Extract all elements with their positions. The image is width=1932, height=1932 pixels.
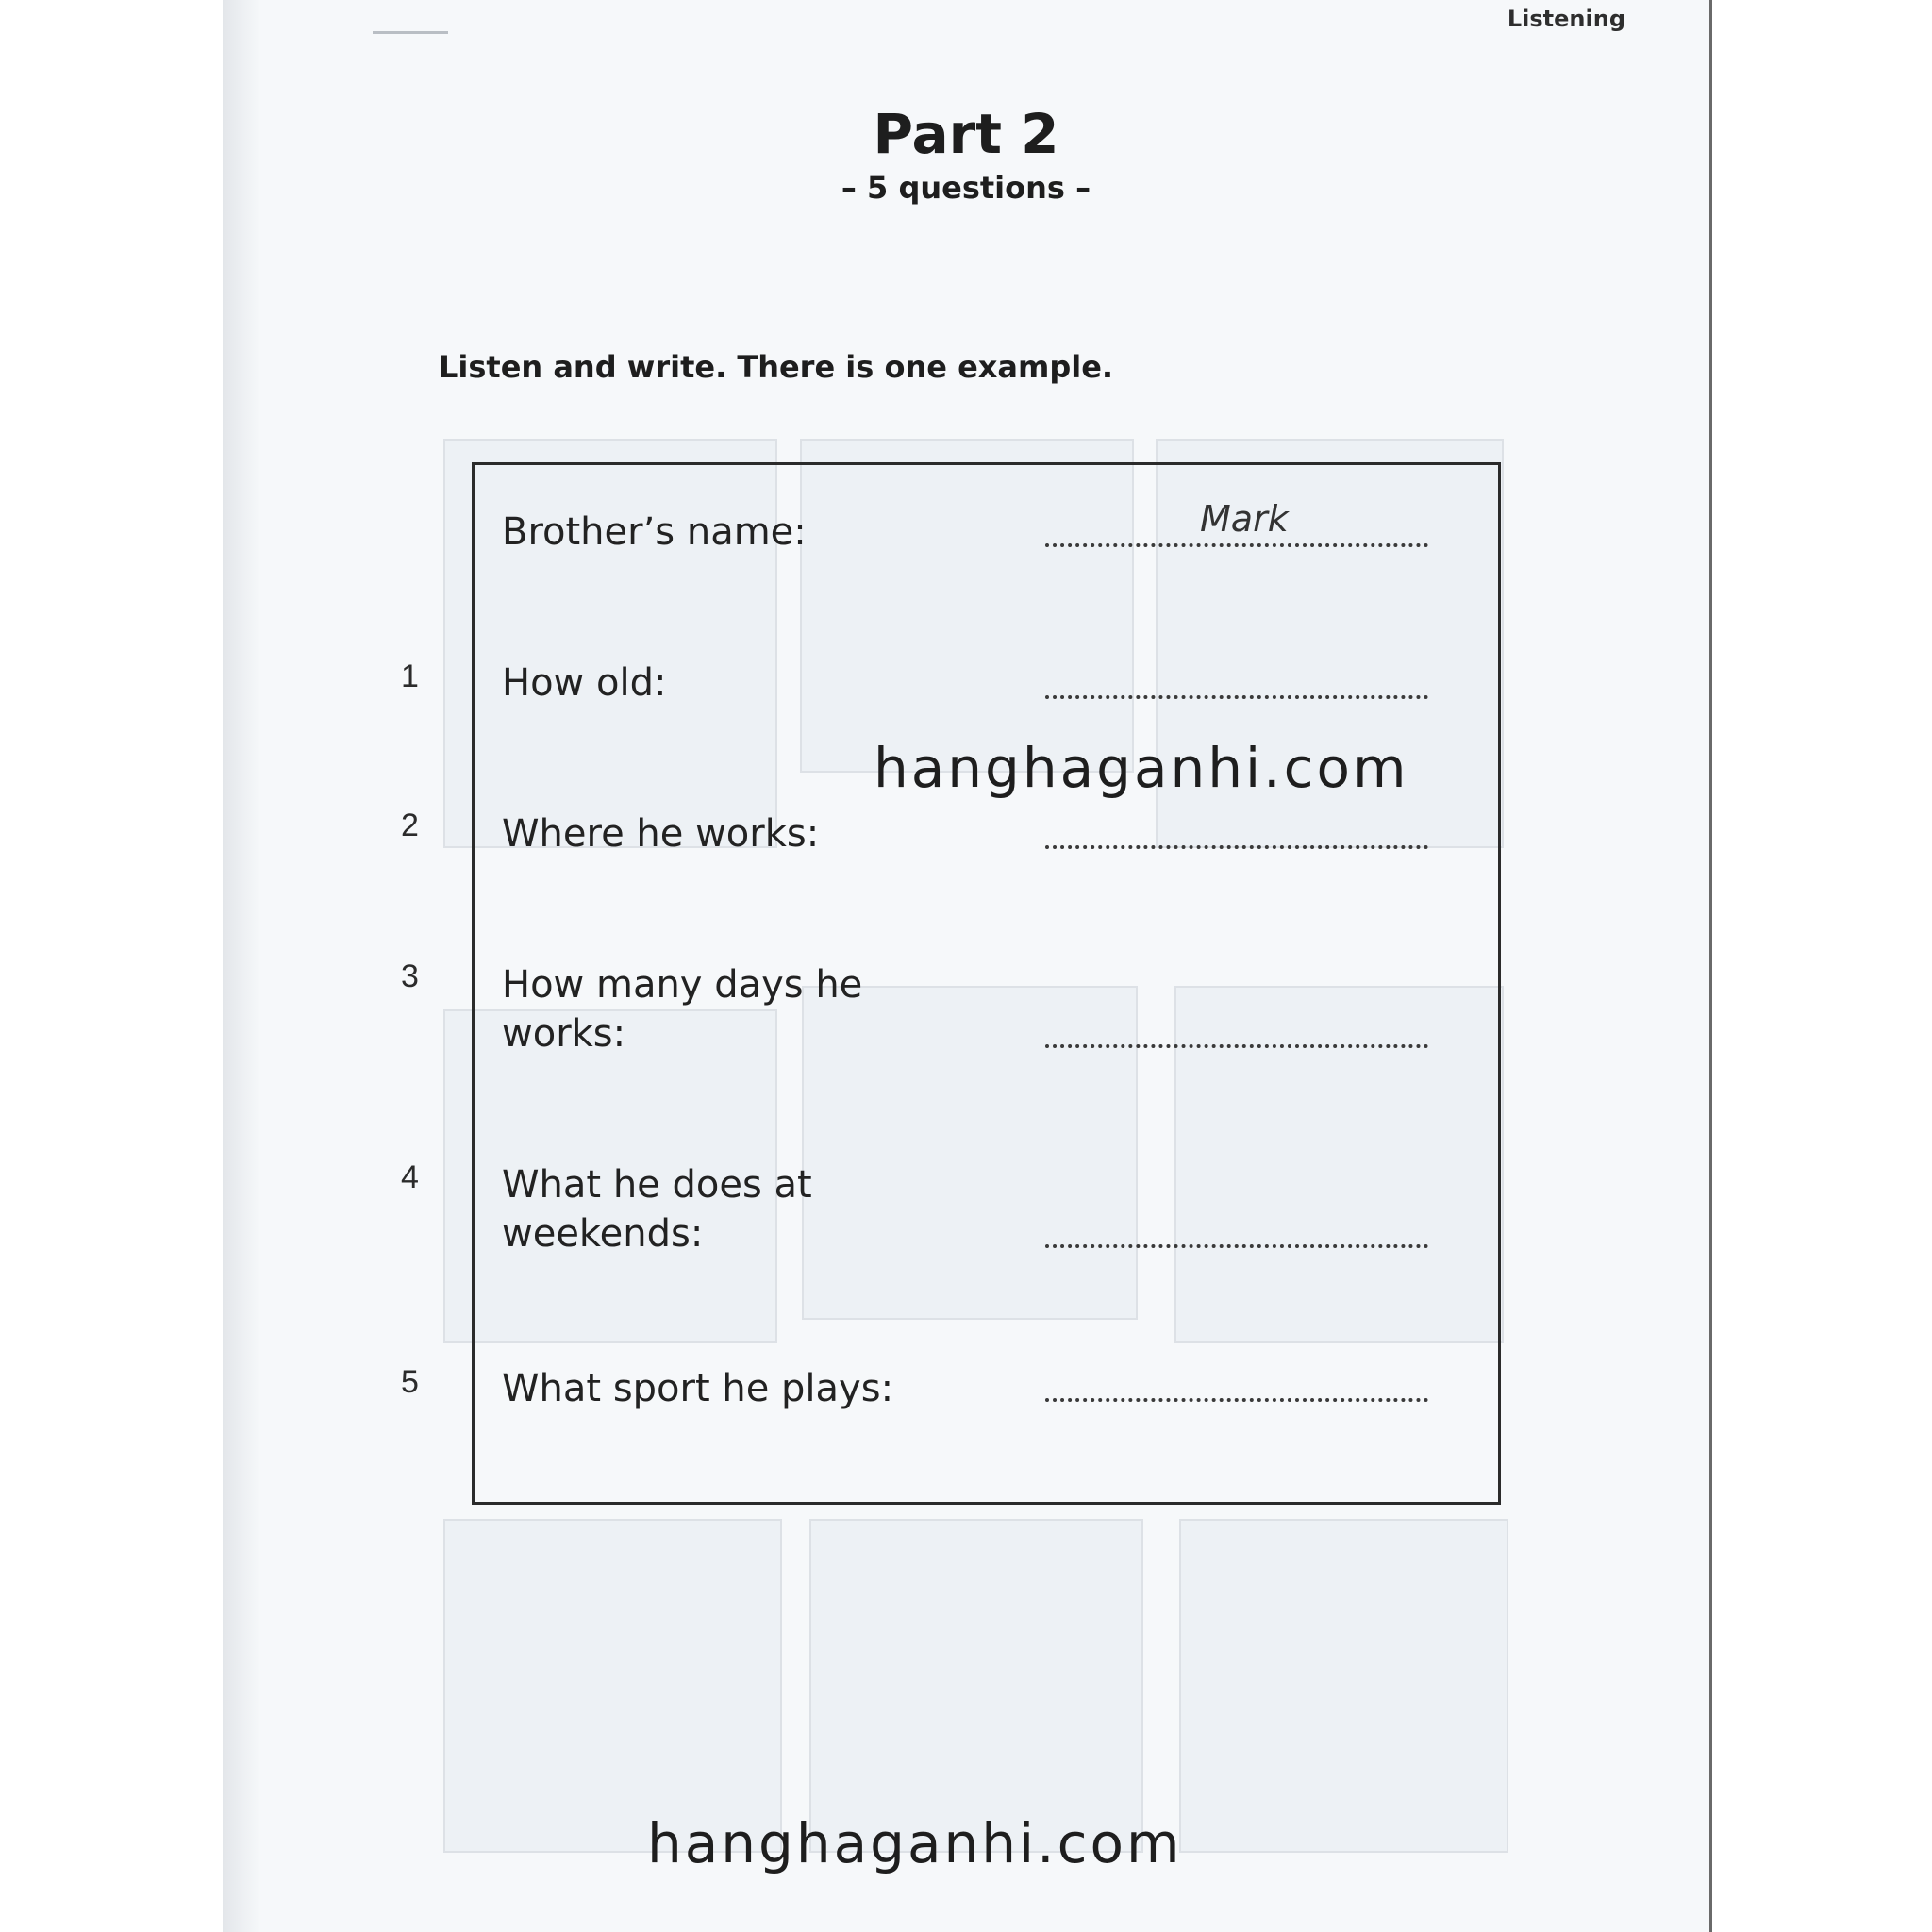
question-number: 1 bbox=[401, 658, 419, 694]
question-label: How many days he works: bbox=[502, 963, 863, 1056]
question-number: 2 bbox=[401, 808, 419, 843]
example-answer: Mark bbox=[1200, 498, 1289, 540]
question-label: What he does at weekends: bbox=[502, 1163, 812, 1256]
ghost-picture-i bbox=[1179, 1519, 1508, 1853]
answer-line-4[interactable] bbox=[1045, 1241, 1428, 1248]
page-edge-shadow bbox=[223, 0, 260, 1932]
question-label: What sport he plays: bbox=[502, 1367, 894, 1410]
answer-line-5[interactable] bbox=[1045, 1394, 1428, 1402]
question-number: 5 bbox=[401, 1364, 419, 1400]
ghost-picture-g bbox=[443, 1519, 782, 1853]
question-number: 4 bbox=[401, 1159, 419, 1195]
watermark-middle: hanghaganhi.com bbox=[874, 736, 1409, 800]
part-subtitle: – 5 questions – bbox=[841, 170, 1091, 206]
instruction-text: Listen and write. There is one example. bbox=[439, 349, 1114, 385]
question-number: 3 bbox=[401, 958, 419, 994]
question-label: Where he works: bbox=[502, 812, 820, 856]
answer-line-1[interactable] bbox=[1045, 691, 1428, 699]
part-title: Part 2 bbox=[873, 102, 1059, 166]
answer-line-3[interactable] bbox=[1045, 1041, 1428, 1048]
section-label: Listening bbox=[1507, 6, 1625, 32]
scan-mark bbox=[373, 31, 448, 34]
example-answer-line bbox=[1045, 540, 1428, 547]
example-label: Brother’s name: bbox=[502, 510, 807, 554]
watermark-bottom: hanghaganhi.com bbox=[647, 1811, 1183, 1875]
answer-line-2[interactable] bbox=[1045, 841, 1428, 849]
question-label: How old: bbox=[502, 661, 667, 705]
ghost-picture-h bbox=[809, 1519, 1143, 1853]
